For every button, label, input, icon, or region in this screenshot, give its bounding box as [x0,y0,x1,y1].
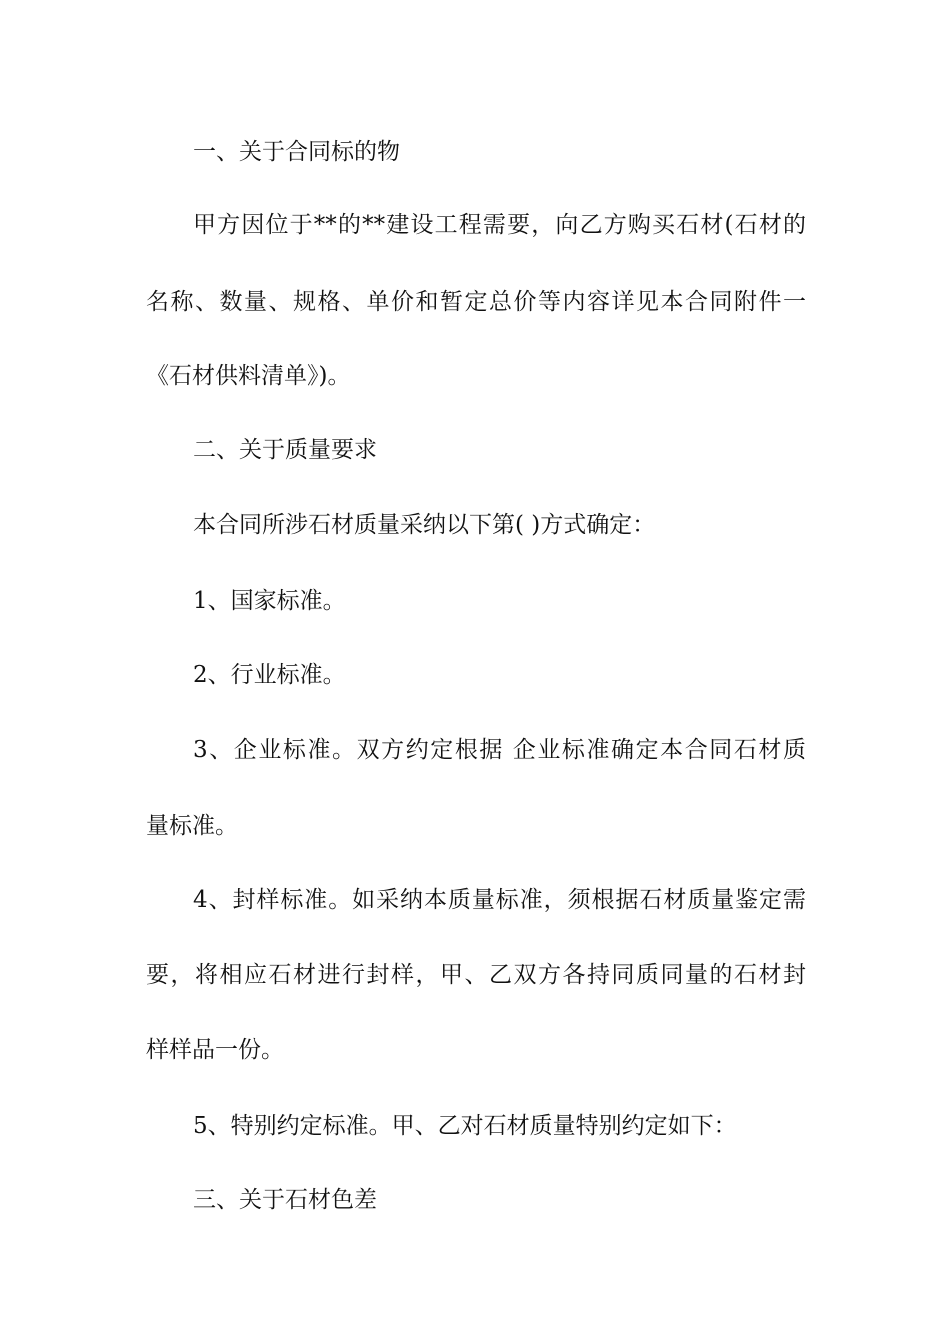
list-item: 4、封样标准。如采纳本质量标准，须根据石材质量鉴定需 [193,887,806,913]
paragraph-line: 本合同所涉石材质量采纳以下第( )方式确定： [193,512,656,538]
list-item: 3、企业标准。双方约定根据 企业标准确定本合同石材质 [193,737,806,763]
paragraph-line: 甲方因位于**的**建设工程需要，向乙方购买石材(石材的 [193,212,806,238]
paragraph-line: 量标准。 [146,813,238,839]
paragraph-line: 要，将相应石材进行封样，甲、乙双方各持同质同量的石材封 [146,962,806,988]
paragraph-line: 样样品一份。 [146,1037,284,1063]
list-item: 1、国家标准。 [193,588,346,614]
paragraph-line: 名称、数量、规格、单价和暂定总价等内容详见本合同附件一 [146,289,806,315]
section-heading-2: 二、关于质量要求 [193,437,377,463]
section-heading-3: 三、关于石材色差 [193,1187,377,1213]
paragraph-line: 《石材供料清单》)。 [146,363,351,389]
list-item: 5、特别约定标准。甲、乙对石材质量特别约定如下： [193,1113,737,1139]
list-item: 2、行业标准。 [193,662,346,688]
section-heading-1: 一、关于合同标的物 [193,139,400,165]
